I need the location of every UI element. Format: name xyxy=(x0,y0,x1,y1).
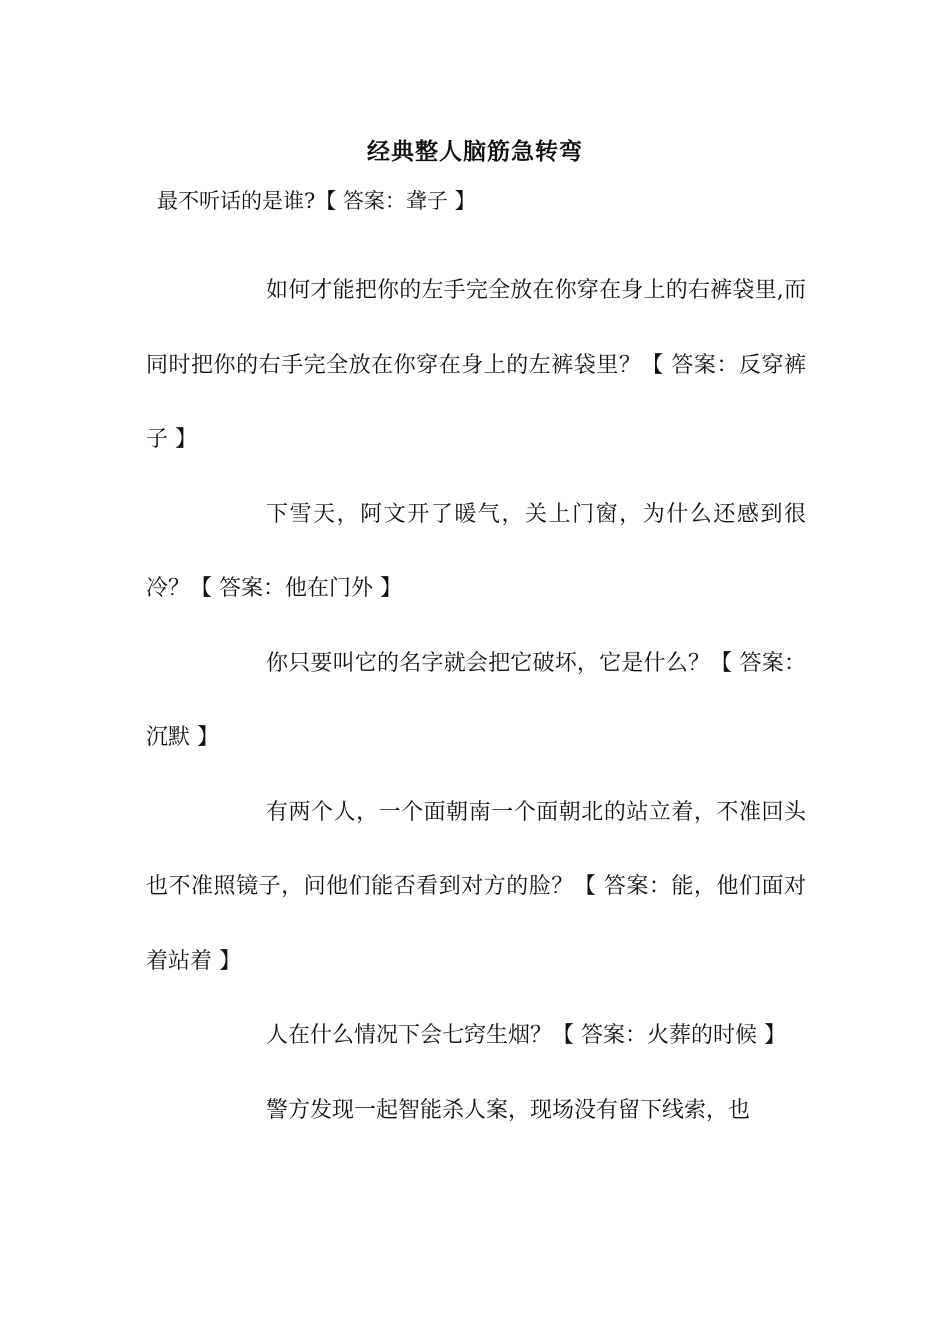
riddle-paragraph: 警方发现一起智能杀人案，现场没有留下线索，也 xyxy=(266,1097,751,1123)
riddle-paragraph: 你只要叫它的名字就会把它破坏，它是什么？【 答案：沉默 】 xyxy=(146,650,806,750)
riddle-paragraph: 有两个人，一个面朝南一个面朝北的站立着，不准回头也不准照镜子，问他们能否看到对方的脸？【 答案：能，他们面对着站着 】 xyxy=(146,799,806,974)
riddle-first-line: 最不听话的是谁?【 答案：聋子 】 xyxy=(157,189,476,213)
riddle-paragraph: 人在什么情况下会七窍生烟？【 答案：火葬的时候 】 xyxy=(266,1023,786,1048)
riddle-paragraph: 如何才能把你的左手完全放在你穿在身上的右裤袋里,而同时把你的右手完全放在你穿在身上的左裤袋里？【 答案：反穿裤子 】 xyxy=(146,278,806,452)
document-title: 经典整人脑筋急转弯 xyxy=(367,138,583,165)
riddle-paragraph: 下雪天，阿文开了暖气，关上门窗，为什么还感到很冷？【 答案：他在门外 】 xyxy=(146,501,806,601)
document-body xyxy=(146,254,806,1148)
